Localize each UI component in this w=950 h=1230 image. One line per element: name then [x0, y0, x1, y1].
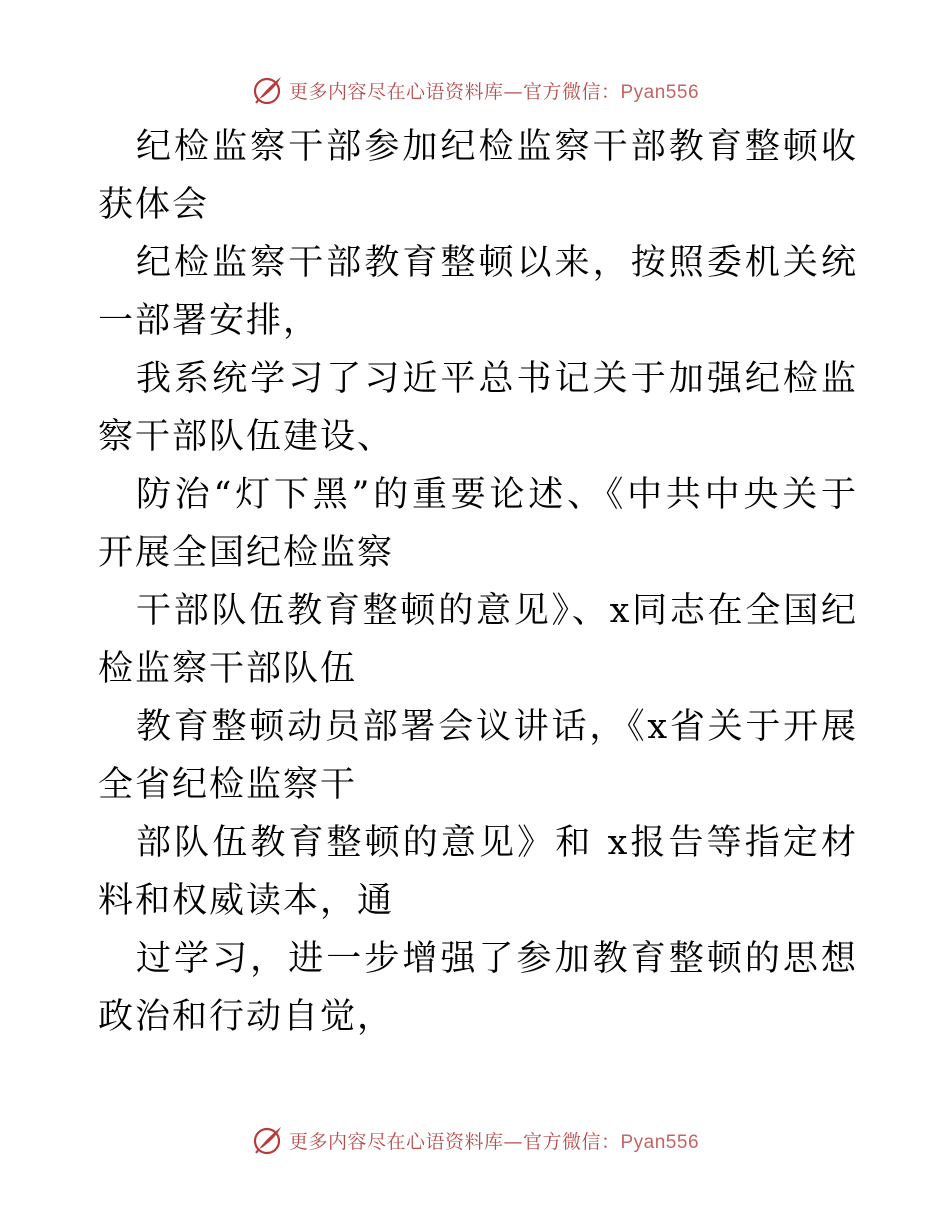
- doc-paragraph: 过学习，进一步增强了参加教育整顿的思想政治和行动自觉，: [98, 939, 858, 1037]
- quill-logo-icon: [251, 73, 285, 107]
- doc-paragraph: 防治“灯下黑”的重要论述、《中共中央关于开展全国纪检监察: [98, 475, 858, 573]
- header-watermark-banner: [0, 70, 950, 110]
- watermark-text: 更多内容尽在心语资料库—官方微信：Pyan556: [288, 80, 700, 103]
- doc-title: 纪检监察干部参加纪检监察干部教育整顿收获体会: [98, 127, 858, 225]
- document-body: [98, 118, 858, 1046]
- footer-watermark-banner: [0, 1120, 950, 1160]
- doc-paragraph: 纪检监察干部教育整顿以来，按照委机关统一部署安排，: [98, 243, 858, 341]
- watermark-text: 更多内容尽在心语资料库—官方微信：Pyan556: [288, 1130, 700, 1153]
- quill-logo-icon: [251, 1123, 285, 1157]
- doc-paragraph: 教育整顿动员部署会议讲话，《x省关于开展全省纪检监察干: [98, 707, 858, 805]
- doc-paragraph: 部队伍教育整顿的意见》和 x报告等指定材料和权威读本，通: [98, 823, 858, 921]
- doc-paragraph: 我系统学习了习近平总书记关于加强纪检监察干部队伍建设、: [98, 359, 858, 457]
- wechat-id: Pyan556: [620, 81, 700, 103]
- wechat-id: Pyan556: [620, 1131, 700, 1153]
- doc-paragraph: 干部队伍教育整顿的意见》、x同志在全国纪检监察干部队伍: [98, 591, 858, 689]
